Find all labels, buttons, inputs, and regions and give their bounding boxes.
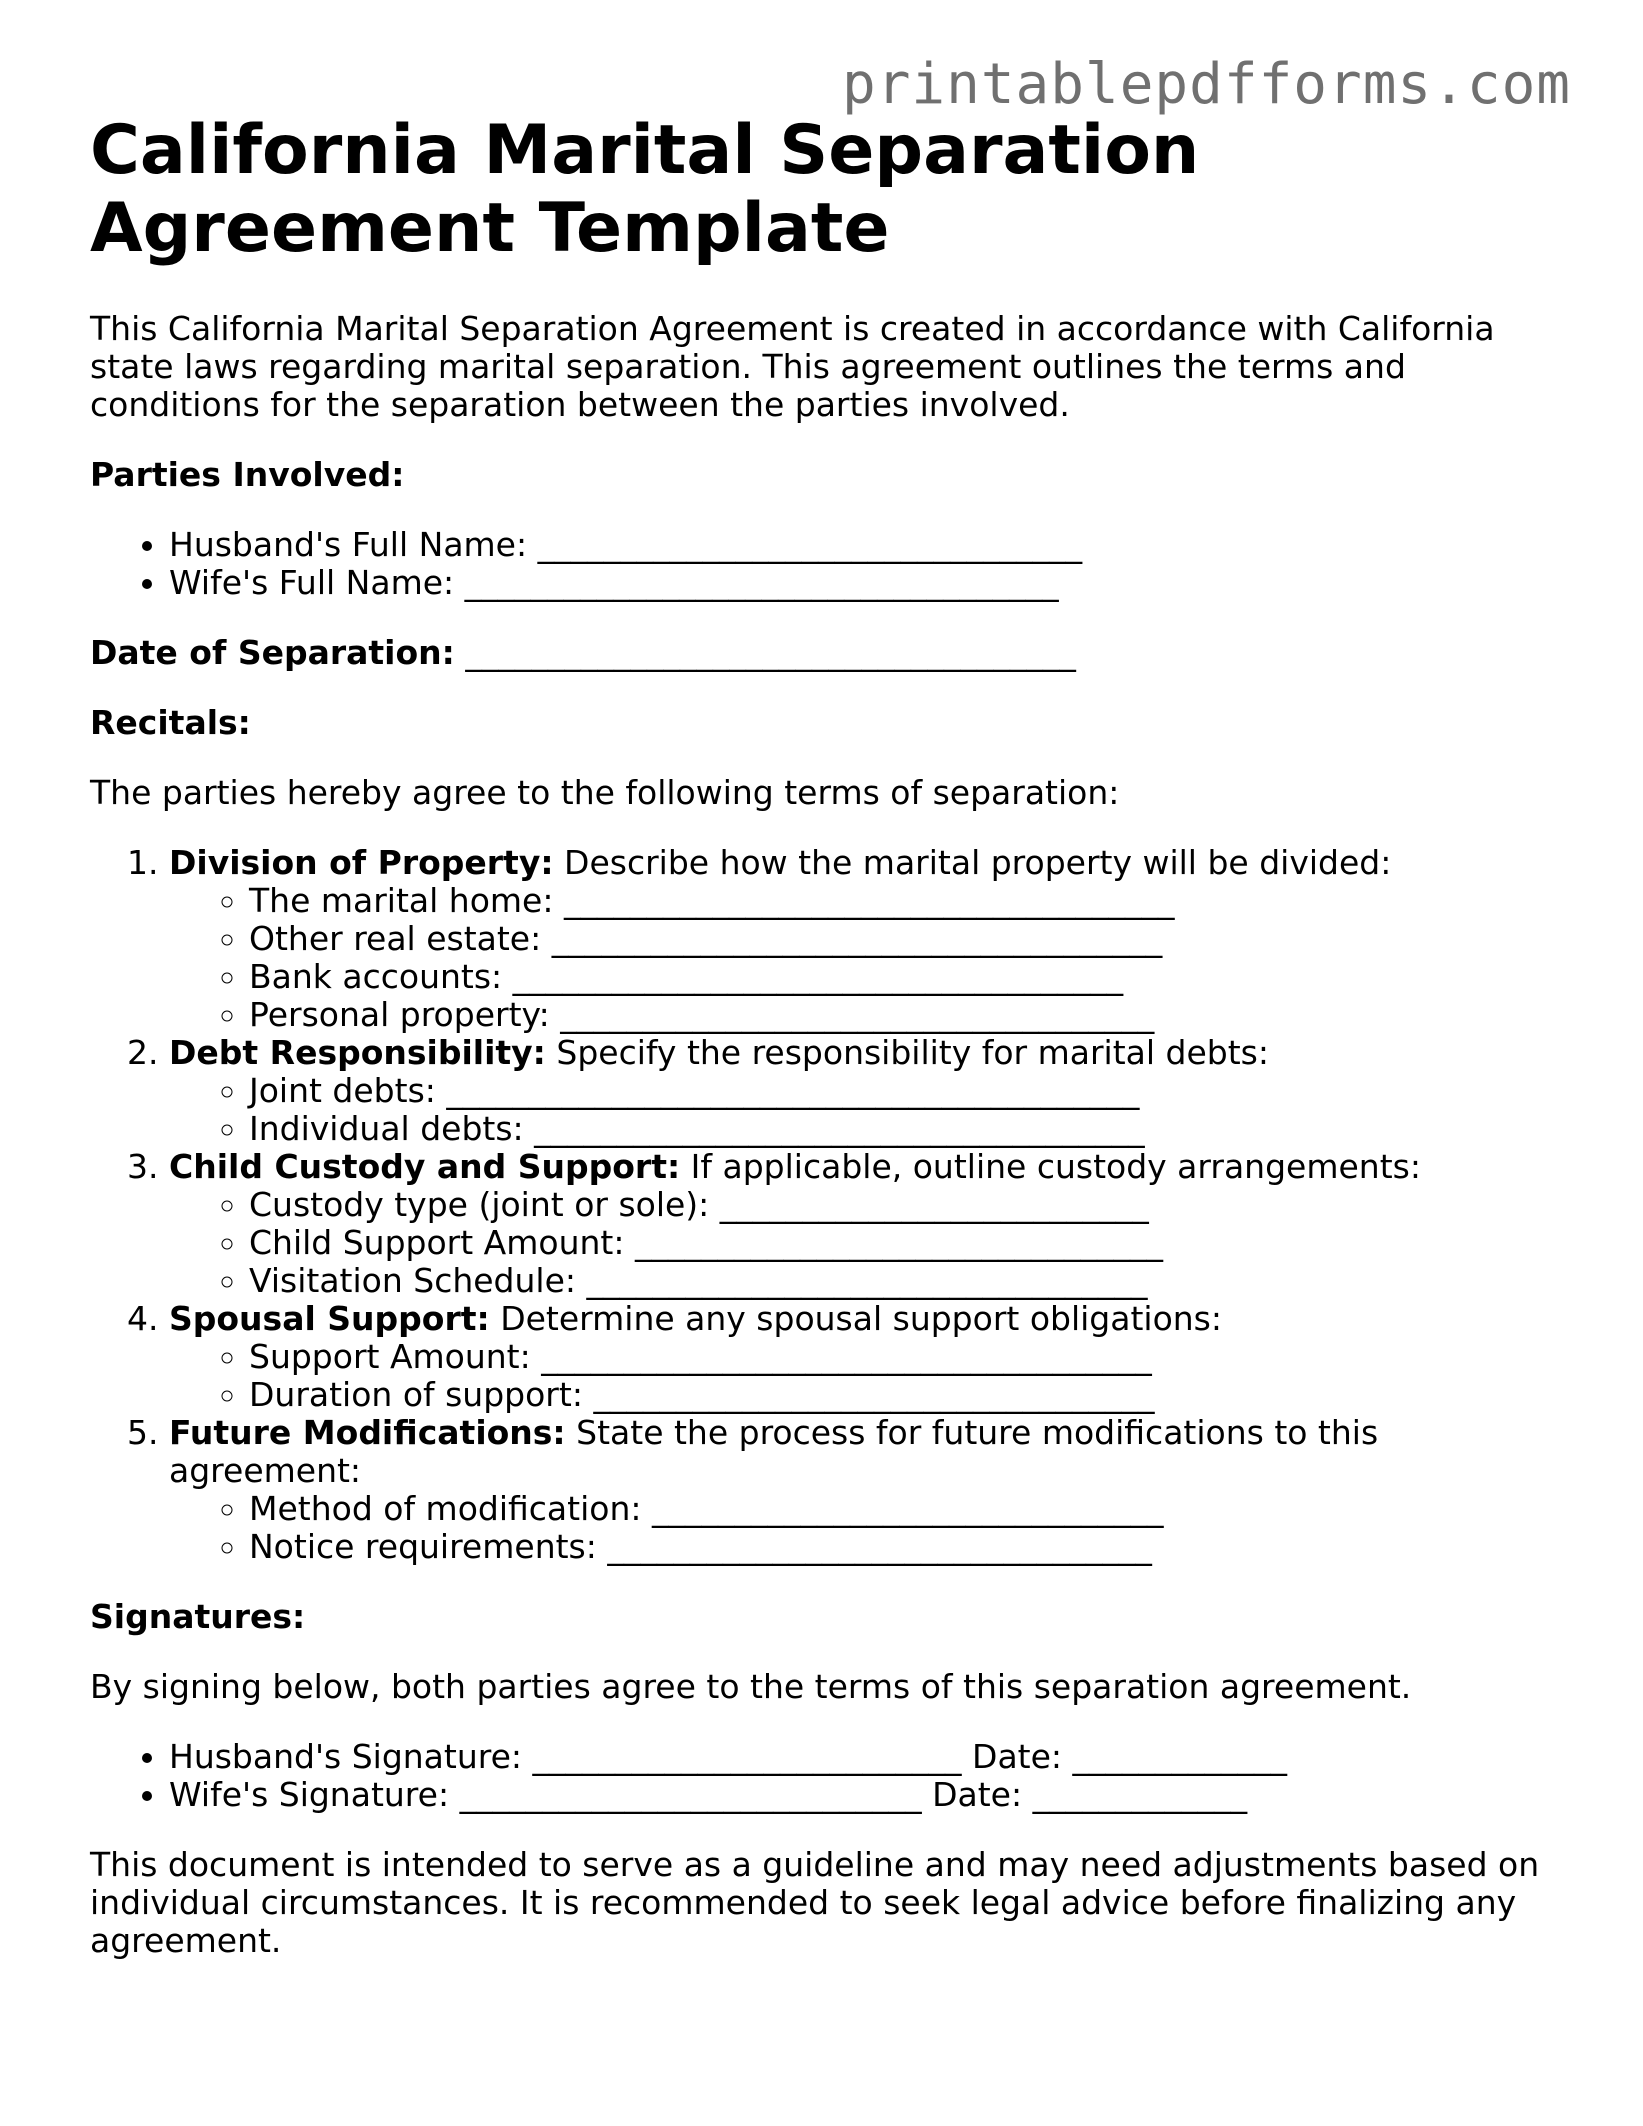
term-spousal-support [169,1300,1570,1414]
list-item [249,996,1570,1034]
list-item [249,1490,1570,1528]
term-future-modifications [169,1414,1570,1566]
notice-requirements-field[interactable]: _________________________________ [607,1527,1152,1566]
parties-list [90,526,1570,602]
term-child-custody [169,1148,1570,1300]
individual-debts-field[interactable]: _____________________________________ [534,1109,1145,1148]
personal-property-field[interactable]: ____________________________________ [560,995,1155,1034]
field-label: Visitation Schedule: [249,1261,577,1300]
intro-paragraph: This California Marital Separation Agreement is created in accordance with California state laws regarding marital separation. This agreement outlines the terms and conditions for the separation between the parties involved. [90,309,1495,424]
term-title: Spousal Support: [169,1299,490,1338]
husband-signature-item [169,1738,1570,1776]
field-label: Other real estate: [249,919,542,958]
field-label: Duration of support: [249,1375,583,1414]
field-label: The marital home: [249,881,554,920]
list-item [249,1376,1570,1414]
term-sublist [169,1490,1570,1566]
wife-signature-item [169,1776,1570,1814]
husband-date-field[interactable]: _____________ [1072,1737,1288,1776]
term-description: Specify the responsibility for marital debts: [556,1033,1269,1072]
husband-name-item [169,526,1570,564]
list-item [249,882,1570,920]
recitals-text: The parties hereby agree to the following terms of separation: [90,773,1120,812]
recitals-heading: Recitals: [90,703,251,742]
husband-date-label: Date: [972,1737,1063,1776]
list-item [249,920,1570,958]
term-description: If applicable, outline custody arrangements: [690,1147,1421,1186]
term-sublist [169,1186,1570,1300]
date-of-separation-field[interactable]: _____________________________________ [465,633,1076,672]
husband-signature-field[interactable]: __________________________ [532,1737,962,1776]
wife-date-field[interactable]: _____________ [1032,1775,1248,1814]
list-item [249,1528,1570,1566]
field-label: Personal property: [249,995,550,1034]
list-item [249,1186,1570,1224]
signatures-text: By signing below, both parties agree to the terms of this separation agreement. [90,1667,1412,1706]
field-label: Support Amount: [249,1337,531,1376]
term-description: Determine any spousal support obligations: [500,1299,1222,1338]
other-real-estate-field[interactable]: _____________________________________ [551,919,1163,958]
term-title: Future Modifications: [169,1413,566,1452]
date-of-separation-label: Date of Separation: [90,633,455,672]
term-sublist [169,1072,1570,1148]
terms-list [90,844,1570,1566]
term-description: State the process for future modifications to this agreement: [169,1413,1379,1490]
term-title: Division of Property: [169,843,554,882]
list-item [249,1072,1570,1110]
list-item [249,1110,1570,1148]
joint-debts-field[interactable]: __________________________________________ [446,1071,1140,1110]
husband-name-label: Husband's Full Name: [169,525,528,564]
wife-name-field[interactable]: ____________________________________ [464,563,1059,602]
husband-name-field[interactable]: _________________________________ [537,525,1083,564]
marital-home-field[interactable]: _____________________________________ [563,881,1175,920]
field-label: Custody type (joint or sole): [249,1185,710,1224]
footer-note: This document is intended to serve as a guideline and may need adjustments based on individual circumstances. It is recommended to seek legal advice before finalizing any agreement. [90,1845,1540,1960]
document-page [90,112,1570,1992]
term-description: Describe how the marital property will be divided: [564,843,1392,882]
husband-signature-label: Husband's Signature: [169,1737,523,1776]
bank-accounts-field[interactable]: _____________________________________ [512,957,1124,996]
field-label: Child Support Amount: [249,1223,625,1262]
term-sublist [169,882,1570,1034]
wife-name-item [169,564,1570,602]
wife-signature-label: Wife's Signature: [169,1775,450,1814]
term-sublist [169,1338,1570,1414]
field-label: Individual debts: [249,1109,524,1148]
wife-signature-field[interactable]: ____________________________ [459,1775,922,1814]
watermark: printablepdfforms.com [841,52,1571,117]
list-item [249,958,1570,996]
list-item [249,1338,1570,1376]
support-amount-field[interactable]: _____________________________________ [541,1337,1152,1376]
child-support-amount-field[interactable]: ________________________________ [634,1223,1163,1262]
custody-type-field[interactable]: __________________________ [719,1185,1149,1224]
date-of-separation-line [90,634,1570,672]
signatures-heading: Signatures: [90,1597,306,1636]
term-debt-responsibility [169,1034,1570,1148]
term-title: Child Custody and Support: [169,1147,681,1186]
field-label: Joint debts: [249,1071,436,1110]
term-division-of-property [169,844,1570,1034]
wife-name-label: Wife's Full Name: [169,563,455,602]
field-label: Bank accounts: [249,957,503,996]
wife-date-label: Date: [932,1775,1023,1814]
modification-method-field[interactable]: _______________________________ [652,1489,1164,1528]
signatures-list [90,1738,1570,1814]
visitation-schedule-field[interactable]: __________________________________ [586,1261,1148,1300]
support-duration-field[interactable]: __________________________________ [593,1375,1155,1414]
parties-heading: Parties Involved: [90,455,405,494]
list-item [249,1262,1570,1300]
list-item [249,1224,1570,1262]
page-title: California Marital Separation Agreement Template [90,111,1200,268]
field-label: Notice requirements: [249,1527,597,1566]
term-title: Debt Responsibility: [169,1033,546,1072]
field-label: Method of modification: [249,1489,642,1528]
